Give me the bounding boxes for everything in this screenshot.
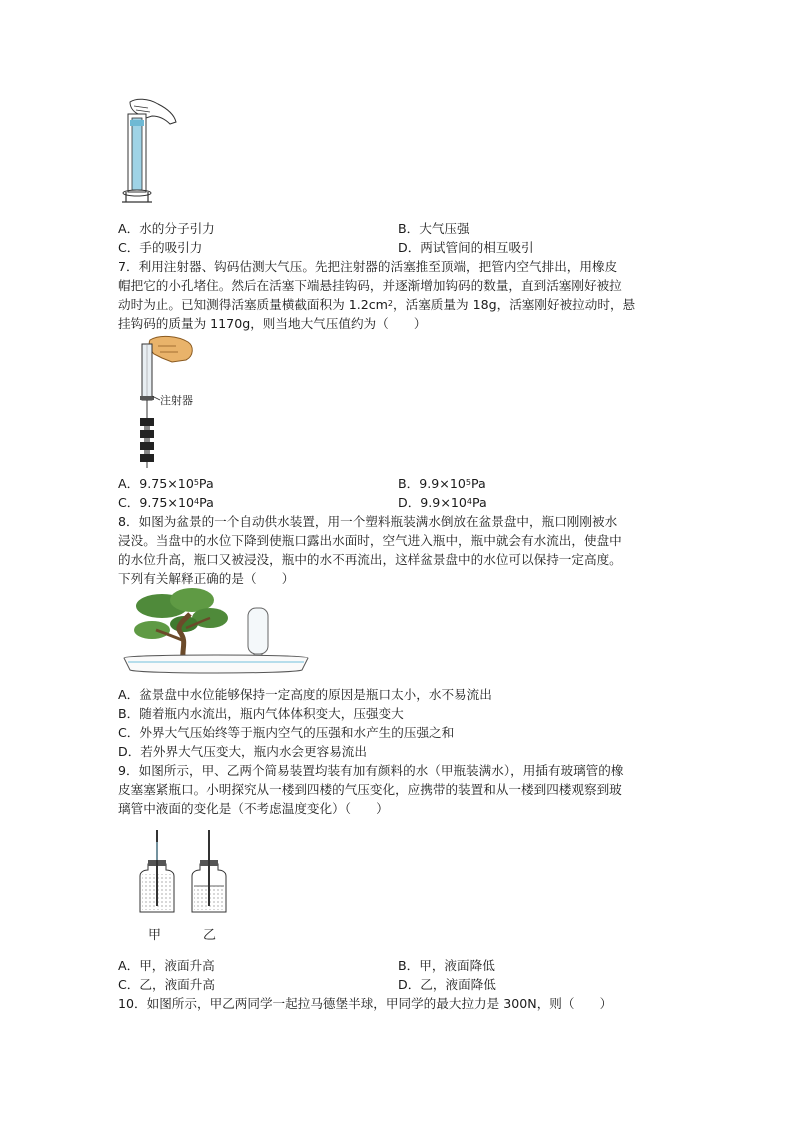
q8-option-c: C．外界大气压始终等于瓶内空气的压强和水产生的压强之和	[118, 725, 455, 740]
q8-stem-line-3: 的水位升高，瓶口又被浸没，瓶中的水不再流出，这样盆景盘中的水位可以保持一定高度。	[118, 552, 622, 567]
q8-option-a: A．盆景盘中水位能够保持一定高度的原因是瓶口太小，水不易流出	[118, 687, 492, 702]
q6-option-c: C．手的吸引力	[118, 240, 203, 255]
q7-stem-line-3	[118, 295, 635, 314]
syringe-label: 注射器	[160, 394, 193, 407]
test-tube-figure	[118, 96, 182, 216]
q7-option-a-unit: Pa	[198, 476, 214, 491]
q7-option-d-unit: Pa	[472, 495, 487, 510]
q8-stem-line-1: 8．如图为盆景的一个自动供水装置，用一个塑料瓶装满水倒放在盆景盘中，瓶口刚刚被水	[118, 514, 618, 529]
q7-option-b-unit: Pa	[470, 476, 486, 491]
q8-option-b: B．随着瓶内水流出，瓶内气体体积变大，压强变大	[118, 706, 404, 721]
q8-stem-line-4: 下列有关解释正确的是（ ）	[118, 571, 295, 586]
q7-stem-line-2: 帽把它的小孔堵住。然后在活塞下端悬挂钩码，并逐渐增加钩码的数量，直到活塞刚好被拉	[118, 278, 622, 293]
q7-option-d-exp: 4	[466, 497, 472, 506]
bottle-jia	[140, 830, 174, 912]
q7-option-a-exp: 5	[193, 478, 199, 487]
q7-option-b-text: B．9.9×10	[398, 476, 466, 491]
bottle-yi	[192, 830, 226, 912]
q9-option-b: B．甲，液面降低	[398, 958, 495, 973]
q9-stem-line-1: 9．如图所示，甲、乙两个简易装置均装有加有颜料的水（甲瓶装满水），用插有玻璃管的橡	[118, 763, 624, 778]
q7-stem-line-3-rest: ，活塞质量为 18g，活塞刚好被拉动时，悬	[393, 297, 636, 312]
bonsai-figure	[122, 584, 312, 674]
q7-option-d	[398, 493, 487, 512]
two-bottles-figure	[136, 828, 236, 943]
q7-option-d-text: D．9.9×10	[398, 495, 467, 510]
q7-option-c-exp: 4	[194, 497, 200, 506]
q7-stem-line-1: 7．利用注射器、钩码估测大气压。先把注射器的活塞推至顶端，把管内空气排出，用橡皮	[118, 259, 618, 274]
q6-option-a: A．水的分子引力	[118, 221, 215, 236]
q7-stem-line-3-text: 动时为止。已知测得活塞质量横截面积为 1.2cm	[118, 297, 388, 312]
q7-stem-line-4: 挂钩码的质量为 1170g，则当地大气压值约为（ ）	[118, 316, 427, 331]
syringe-figure	[128, 334, 218, 474]
q7-option-c	[118, 493, 214, 512]
q8-stem-line-2: 浸没。当盘中的水位下降到使瓶口露出水面时，空气进入瓶中，瓶中就会有水流出，使盘中	[118, 533, 622, 548]
q9-option-c: C．乙，液面升高	[118, 977, 215, 992]
q7-area-exponent: 2	[387, 299, 394, 308]
q10-stem-line-1: 10．如图所示，甲乙两同学一起拉马德堡半球，甲同学的最大拉力是 300N，则（ ）	[118, 996, 613, 1011]
q6-option-d: D．两试管间的相互吸引	[398, 240, 534, 255]
q9-option-d: D．乙，液面降低	[398, 977, 496, 992]
q7-option-c-unit: Pa	[199, 495, 214, 510]
q7-option-a	[118, 474, 214, 493]
q9-stem-line-2: 皮塞塞紧瓶口。小明探究从一楼到四楼的气压变化，应携带的装置和从一楼到四楼观察到玻	[118, 782, 622, 797]
q9-stem-line-3: 璃管中液面的变化是（不考虑温度变化）（ ）	[118, 801, 389, 816]
q6-option-b: B．大气压强	[398, 221, 470, 236]
q7-option-a-text: A．9.75×10	[118, 476, 194, 491]
label-yi: 乙	[203, 928, 217, 943]
q9-option-a: A．甲，液面升高	[118, 958, 215, 973]
q8-option-d: D．若外界大气压变大，瓶内水会更容易流出	[118, 744, 367, 759]
label-jia: 甲	[148, 928, 162, 943]
q7-option-b-exp: 5	[465, 478, 471, 487]
q7-option-b	[398, 474, 486, 493]
q7-option-c-text: C．9.75×10	[118, 495, 195, 510]
